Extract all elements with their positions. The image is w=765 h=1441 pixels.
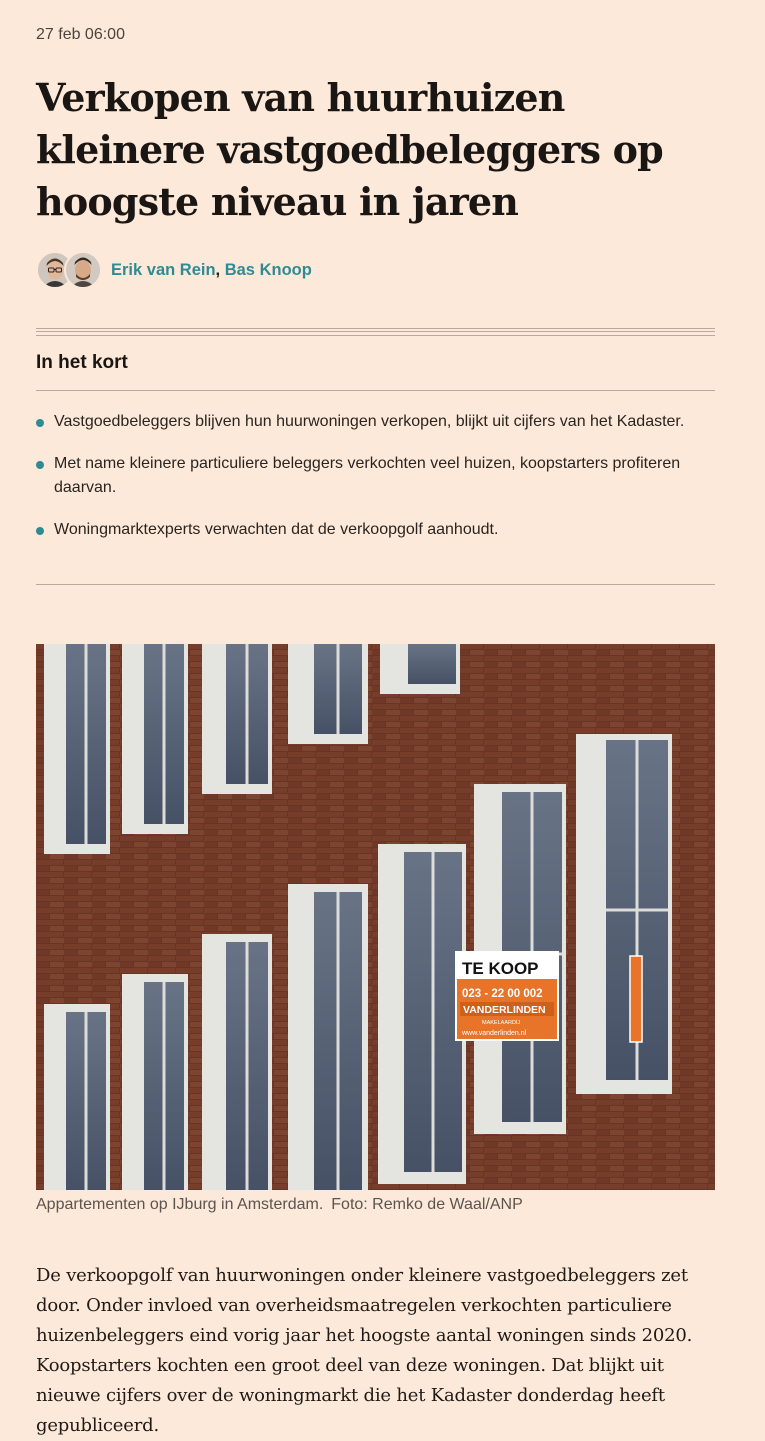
- divider: [36, 390, 715, 391]
- summary-item: Woningmarktexperts verwachten dat de verkoopgolf aanhoudt.: [36, 518, 715, 542]
- divider: [36, 584, 715, 585]
- author-names: [111, 261, 312, 280]
- publish-date: 27 feb 06:00: [36, 26, 125, 43]
- byline: [36, 250, 312, 290]
- article-paragraph: De verkoopgolf van huurwoningen onder kleinere vastgoedbeleggers zet door. Onder invloed van overheidsmaatregelen verkochten particuliere huizenbeleggers eind vorig jaar het hoogste aantal woningen sinds 2020. Koopstarters kochten een groot deel van deze woningen. Dat blijkt uit nieuwe cijfers over de woningmarkt die het Kadaster donderdag heeft gepubliceerd.: [36, 1265, 693, 1436]
- summary-title: In het kort: [36, 352, 128, 373]
- sign-phone: 023 - 22 00 002: [462, 988, 543, 1000]
- sign-brand: VANDERLINDEN: [463, 1004, 546, 1016]
- sign-url: www.vanderlinden.nl: [462, 1030, 527, 1037]
- photo-credit: Foto: Remko de Waal/ANP: [331, 1196, 523, 1213]
- second-sign-edge: [630, 956, 642, 1042]
- author-avatars: [36, 251, 102, 289]
- summary-list: [36, 410, 715, 560]
- sign-title: TE KOOP: [462, 959, 539, 978]
- author-link[interactable]: Erik van Rein: [111, 260, 216, 279]
- author-separator: ,: [215, 260, 225, 279]
- avatar[interactable]: [64, 251, 102, 289]
- section-divider: [36, 328, 715, 336]
- caption-text: Appartementen op IJburg in Amsterdam.: [36, 1196, 324, 1213]
- building-image: [36, 644, 715, 1190]
- sign-sub: MAKELAARDIJ: [482, 1020, 521, 1026]
- article-photo[interactable]: [36, 644, 715, 1190]
- summary-item: Met name kleinere particuliere beleggers verkochten veel huizen, koopstarters profiteren daarvan.: [36, 452, 715, 500]
- photo-caption: [36, 1196, 523, 1214]
- for-sale-sign: [456, 952, 558, 1040]
- author-link[interactable]: Bas Knoop: [224, 260, 312, 279]
- headline: Verkopen van huurhuizen kleinere vastgoedbeleggers op hoogste niveau in jaren: [36, 75, 663, 224]
- summary-item: Vastgoedbeleggers blijven hun huurwoningen verkopen, blijkt uit cijfers van het Kadaster.: [36, 410, 715, 434]
